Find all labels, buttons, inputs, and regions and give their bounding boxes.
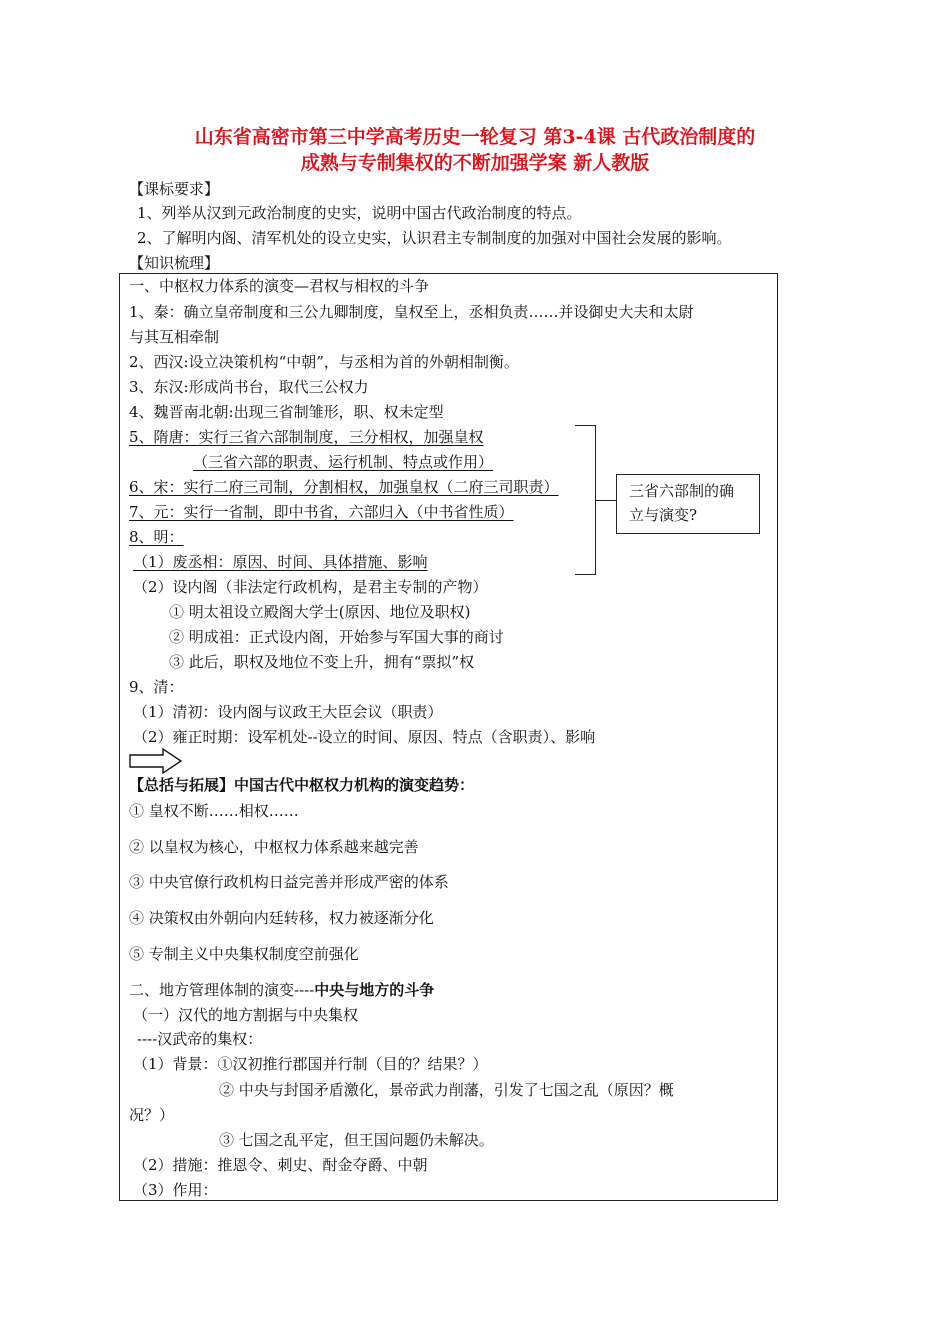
part1-heading: 一、中枢权力体系的演变—君权与相权的斗争 (129, 277, 430, 295)
part2-heading-a: 二、地方管理体制的演变---- (129, 981, 315, 999)
section-knowledge: 【知识梳理】 (129, 254, 220, 272)
item-qing-1: （1）清初：设内阁与议政王大臣会议（职责） (133, 703, 443, 721)
summary-heading: 【总括与拓展】中国古代中枢权力机构的演变趋势： (129, 776, 475, 794)
bracket-stem (596, 500, 616, 501)
requirement-1: 1、列举从汉到元政治制度的史实，说明中国古代政治制度的特点。 (137, 204, 582, 222)
item-qin-cont: 与其互相牵制 (129, 328, 220, 346)
item-ming: 8、明： (129, 528, 184, 546)
summary-2: ② 以皇权为核心，中枢权力体系越来越完善 (129, 838, 419, 856)
background-1: （1）背景：①汉初推行郡国并行制（目的？结果？） (133, 1055, 488, 1073)
side-note-line2: 立与演变? (629, 506, 698, 524)
item-qing-2: （2）雍正时期：设军机处--设立的时间、原因、特点（含职责）、影响 (133, 728, 596, 746)
item-ming-2a: ① 明太祖设立殿阁大学士(原因、地位及职权) (169, 603, 471, 621)
item-weijin: 4、魏晋南北朝:出现三省制雏形，职、权未定型 (129, 403, 444, 421)
side-note-line1: 三省六部制的确 (629, 482, 735, 500)
han-heading: （一）汉代的地方割据与中央集权 (133, 1006, 359, 1024)
part2-heading-b: 中央与地方的斗争 (314, 981, 435, 999)
han-subheading: ----汉武帝的集权： (137, 1030, 263, 1048)
summary-3: ③ 中央官僚行政机构日益完善并形成严密的体系 (129, 873, 449, 891)
item-ming-1: （1）废丞相：原因、时间、具体措施、影响 (133, 553, 428, 571)
summary-5: ⑤ 专制主义中央集权制度空前强化 (129, 945, 359, 963)
item-ming-2: （2）设内阁（非法定行政机构，是君主专制的产物） (133, 578, 488, 596)
bracket (575, 425, 596, 575)
doc-title-line2: 成熟与专制集权的不断加强学案 新人教版 (300, 152, 650, 174)
item-qin: 1、秦：确立皇帝制度和三公九卿制度，皇权至上，丞相负责……并设御史大夫和太尉 (129, 303, 694, 321)
background-3: ③ 七国之乱平定，但王国问题仍未解决。 (219, 1131, 494, 1149)
background-2-cont: 况？） (129, 1106, 175, 1124)
item-donghan: 3、东汉:形成尚书台，取代三公权力 (129, 378, 369, 396)
effect: （3）作用： (133, 1181, 218, 1199)
item-yuan: 7、元：实行一省制，即中书省，六部归入（中书省性质） (129, 503, 514, 521)
item-xihan: 2、西汉:设立决策机构“中朝”，与丞相为首的外朝相制衡。 (129, 353, 519, 371)
section-requirements: 【课标要求】 (129, 180, 220, 198)
item-song: 6、宋：实行二府三司制，分割相权，加强皇权（二府三司职责） (129, 478, 559, 496)
item-qing: 9、清： (129, 678, 184, 696)
background-2: ② 中央与封国矛盾激化，景帝武力削藩，引发了七国之乱（原因？概 (219, 1081, 674, 1099)
doc-title-line1: 山东省高密市第三中学高考历史一轮复习 第3-4课 古代政治制度的 (194, 126, 756, 148)
item-suitang: 5、隋唐：实行三省六部制制度，三分相权，加强皇权 (129, 428, 484, 446)
right-arrow-icon (129, 747, 183, 775)
item-suitang-sub: （三省六部的职责、运行机制、特点或作用） (193, 453, 494, 471)
item-ming-2c: ③ 此后，职权及地位不变上升，拥有“票拟”权 (169, 653, 475, 671)
item-ming-2b: ② 明成祖：正式设内阁，开始参与军国大事的商讨 (169, 628, 504, 646)
side-note-box (616, 474, 760, 534)
summary-4: ④ 决策权由外朝向内廷转移，权力被逐渐分化 (129, 909, 434, 927)
measures: （2）措施：推恩令、刺史、酎金夺爵、中朝 (133, 1156, 428, 1174)
requirement-2: 2、了解明内阁、清军机处的设立史实，认识君主专制制度的加强对中国社会发展的影响。 (137, 229, 732, 247)
part2-heading (129, 980, 434, 1000)
summary-1: ① 皇权不断……相权…… (129, 802, 299, 820)
